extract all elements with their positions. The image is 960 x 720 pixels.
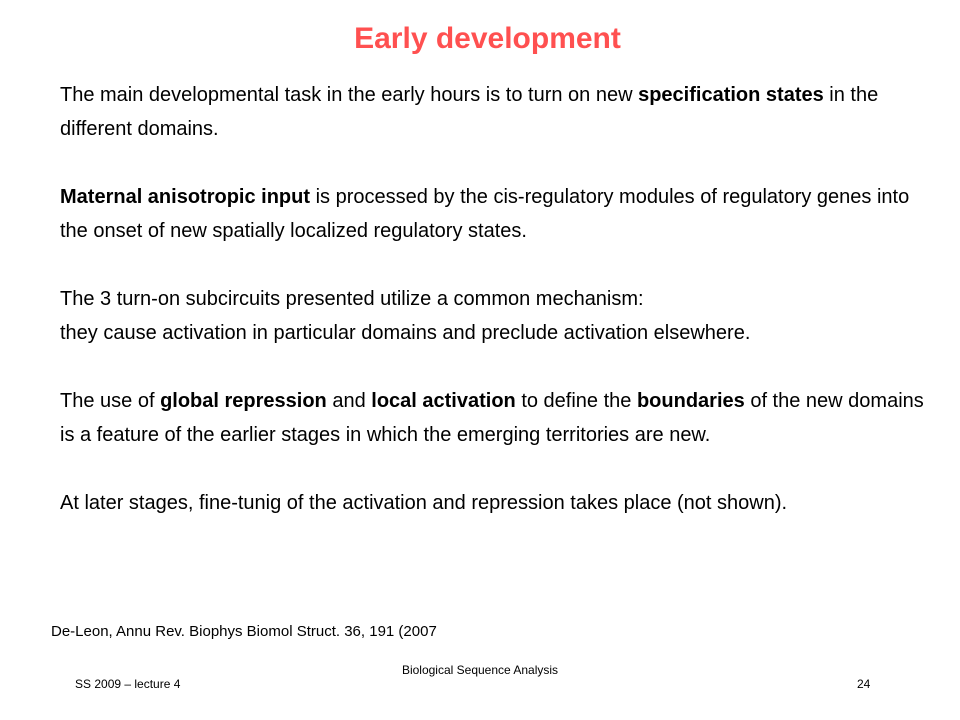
- paragraph-4: [60, 384, 930, 452]
- text-run: and: [326, 390, 372, 412]
- slide-title: Early development: [354, 22, 621, 55]
- paragraph-2: [60, 180, 930, 248]
- text-run: The use of: [60, 390, 161, 412]
- bold-term: local activation: [371, 390, 516, 412]
- paragraph-1: [60, 78, 930, 146]
- paragraph-3: [60, 282, 930, 350]
- paragraph-5: [60, 486, 930, 520]
- bold-term: global repression: [160, 390, 327, 412]
- text-run: At later stages, fine-tunig of the activation and repression takes place (not shown).: [60, 492, 788, 514]
- text-run: to define the: [515, 390, 637, 412]
- citation: De-Leon, Annu Rev. Biophys Biomol Struct. 36, 191 (2007: [51, 623, 437, 640]
- text-run: they cause activation in particular domains and preclude activation elsewhere.: [60, 322, 751, 344]
- bold-term: boundaries: [636, 390, 745, 412]
- text-run: of the new domains is a feature of the earlier stages in which the emerging territories are new.: [60, 390, 924, 446]
- text-run: The main developmental task in the early hours is to turn on new: [60, 84, 639, 106]
- text-run: is processed by the cis-regulatory modules of regulatory genes into the onset of new spatially localized regulatory states.: [60, 186, 910, 242]
- bold-term: specification states: [638, 84, 824, 106]
- bold-term: Maternal anisotropic input: [60, 186, 311, 208]
- slide-body: [60, 78, 930, 554]
- text-run: in the different domains.: [60, 84, 879, 140]
- text-run: The 3 turn-on subcircuits presented utilize a common mechanism:: [60, 288, 644, 310]
- page-number: 24: [857, 677, 871, 691]
- footer-lecture: SS 2009 – lecture 4: [75, 677, 181, 691]
- footer-course-title: Biological Sequence Analysis: [401, 663, 559, 677]
